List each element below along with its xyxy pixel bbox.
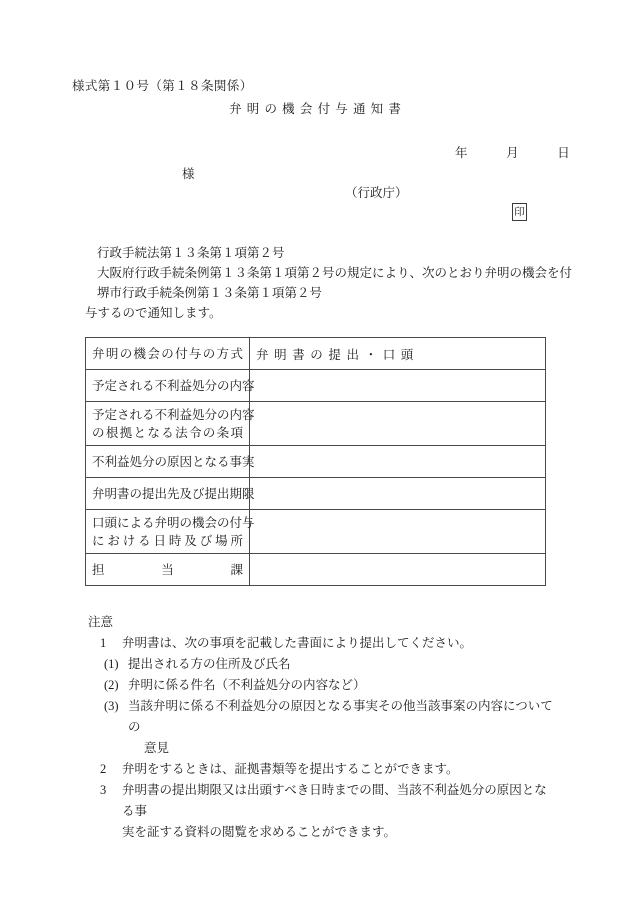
table-label-cell bbox=[86, 402, 255, 446]
table-value-cell[interactable] bbox=[250, 338, 546, 370]
table-value-text: 弁明書の提出・口頭 bbox=[256, 347, 419, 362]
table-row bbox=[86, 510, 546, 554]
note-subitem-1-2 bbox=[88, 675, 558, 696]
table-label-text-line2: の根拠となる法令の条項 bbox=[92, 425, 243, 440]
notes-section bbox=[88, 612, 558, 843]
table-label-text: 不利益処分の原因となる事実 bbox=[92, 454, 255, 469]
note-text: 弁明をするときは、証拠書類等を提出することができます。 bbox=[122, 762, 459, 776]
table-row bbox=[86, 402, 546, 446]
legal-basis-law-name: 行政手続 bbox=[97, 246, 148, 260]
table-label-cell bbox=[86, 510, 255, 554]
table-value-cell[interactable] bbox=[250, 370, 546, 402]
date-year-label: 年 bbox=[455, 146, 468, 160]
table-row bbox=[86, 446, 546, 478]
table-value-cell[interactable] bbox=[250, 402, 546, 446]
document-title: 弁明の機会付与通知書 bbox=[229, 102, 407, 116]
table-row bbox=[86, 478, 546, 510]
table-label-text-line1: 予定される不利益処分の内容 bbox=[92, 407, 255, 422]
table-label-cell bbox=[86, 478, 255, 510]
note-subitem-text: 提出される方の住所及び氏名 bbox=[128, 657, 291, 671]
table-row bbox=[86, 554, 546, 586]
notification-details-table bbox=[85, 337, 546, 586]
form-number: 様式第１０号（第１８条関係） bbox=[72, 79, 253, 93]
note-subitem-1-3-continuation: 意見 bbox=[144, 741, 170, 755]
addressee-honorific: 様 bbox=[182, 167, 195, 181]
table-label-text-line1: 口頭による弁明の機会の付与 bbox=[92, 515, 255, 530]
table-label-cell bbox=[86, 370, 255, 402]
table-value-cell[interactable] bbox=[250, 478, 546, 510]
table-label-text: 担当課 bbox=[92, 562, 243, 577]
note-item-2 bbox=[88, 759, 558, 780]
note-subitem-text: 当該弁明に係る不利益処分の原因となる事実その他当該事案の内容についての bbox=[128, 699, 553, 734]
legal-basis-block bbox=[85, 243, 573, 323]
note-number: 2 bbox=[100, 762, 107, 776]
legal-basis-law-article: 法第１３条第１項第２号 bbox=[147, 246, 285, 260]
legal-basis-line-3: 堺市行政手続条例第１３条第１項第２号 bbox=[97, 286, 323, 300]
note-subitem-1-1 bbox=[88, 654, 558, 675]
table-label-text: 予定される不利益処分の内容 bbox=[92, 378, 255, 393]
table-row bbox=[86, 370, 546, 402]
note-text: 弁明書は、次の事項を記載した書面により提出してください。 bbox=[122, 636, 473, 650]
note-subitem-number: (2) bbox=[104, 678, 119, 692]
seal-stamp-box: 印 bbox=[512, 203, 527, 221]
table-label-text-line2: における日時及び場所 bbox=[92, 533, 243, 548]
note-text: 弁明書の提出期限又は出頭すべき日時までの間、当該不利益処分の原因となる事 bbox=[122, 783, 547, 818]
table-value-cell[interactable] bbox=[250, 510, 546, 554]
note-item-3-continuation: 実を証する資料の閲覧を求めることができます。 bbox=[122, 825, 397, 839]
legal-basis-line-2: 大阪府行政手続条例第１３条第１項第２号の規定により、次のとおり弁明の機会を付 bbox=[97, 266, 573, 280]
table-row bbox=[86, 338, 546, 370]
date-month-label: 月 bbox=[506, 146, 519, 160]
date-day-label: 日 bbox=[557, 146, 570, 160]
issuer-label: （行政庁） bbox=[345, 186, 408, 200]
note-subitem-1-3 bbox=[88, 696, 558, 738]
notes-heading: 注意 bbox=[88, 615, 114, 629]
date-line bbox=[455, 143, 570, 161]
table-label-text: 弁明書の提出先及び提出期限 bbox=[92, 486, 255, 501]
table-label-cell bbox=[86, 554, 250, 586]
table-label-cell bbox=[86, 446, 255, 478]
table-label-cell bbox=[86, 338, 250, 370]
legal-basis-line-4: 与するので通知します。 bbox=[85, 306, 222, 320]
note-item-3 bbox=[88, 780, 558, 822]
table-label-text: 弁明の機会の付与の方式 bbox=[92, 346, 243, 361]
note-number: 1 bbox=[100, 636, 107, 650]
table-value-cell[interactable] bbox=[250, 446, 546, 478]
note-subitem-number: (3) bbox=[104, 699, 119, 713]
table-value-cell[interactable] bbox=[250, 554, 546, 586]
note-subitem-text: 弁明に係る件名（不利益処分の内容など） bbox=[128, 678, 366, 692]
note-item-1 bbox=[88, 633, 558, 654]
legal-basis-line-1 bbox=[85, 243, 555, 263]
note-number: 3 bbox=[100, 783, 107, 797]
note-subitem-number: (1) bbox=[104, 657, 119, 671]
